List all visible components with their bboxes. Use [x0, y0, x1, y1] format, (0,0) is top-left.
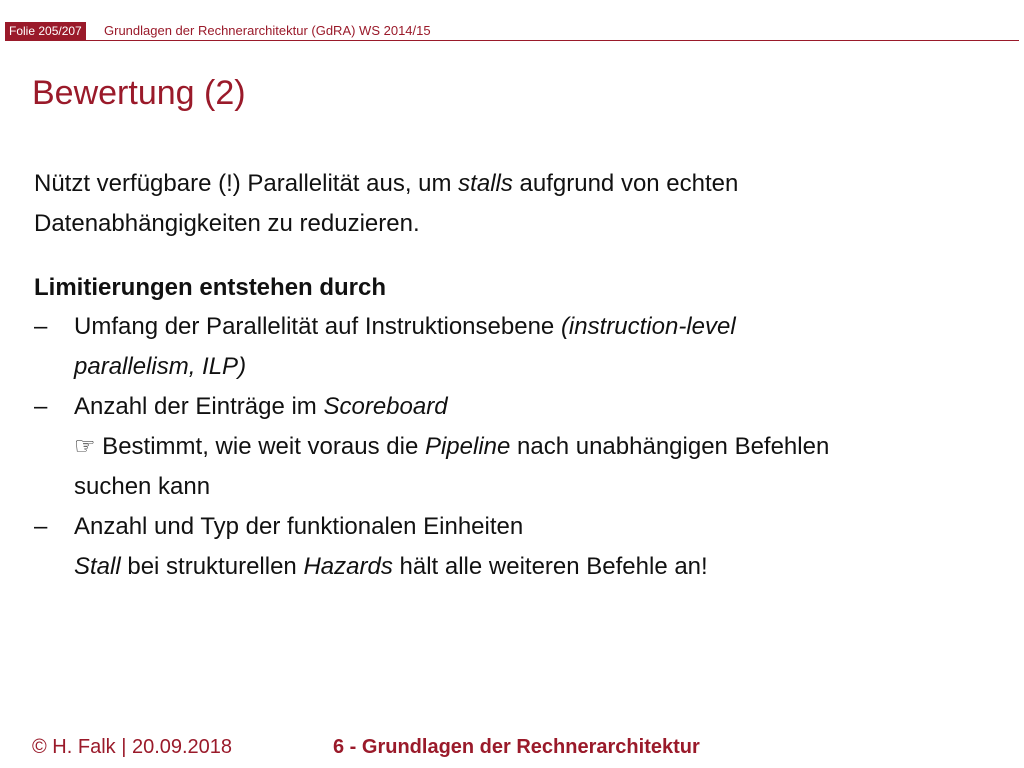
header-divider — [5, 40, 1019, 41]
list-dash: – — [34, 393, 48, 420]
intro-line-1 — [34, 164, 738, 204]
slide-title: Bewertung (2) — [32, 74, 246, 112]
item3-sub-text-a: bei strukturellen — [120, 553, 304, 580]
item2-sub-text-a: Bestimmt, wie weit voraus die — [95, 433, 425, 460]
list-item-continuation — [34, 427, 1014, 467]
list-item-continuation — [34, 547, 1014, 587]
slide-counter-badge: Folie 205/207 — [5, 22, 86, 40]
item3-emphasis-hazards: Hazards — [303, 553, 393, 580]
limits-heading: Limitierungen entstehen durch — [34, 274, 387, 301]
item1-text: Umfang der Parallelität auf Instruktionsebene — [74, 313, 561, 340]
pointing-hand-icon: ☞ — [74, 433, 96, 460]
item3-emphasis-stall: Stall — [74, 553, 121, 580]
item3-text: Anzahl und Typ der funktionalen Einheiten — [74, 513, 524, 540]
list-item-text — [74, 387, 448, 427]
list-item-text — [74, 307, 736, 347]
intro-text-1b: aufgrund von echten — [512, 170, 739, 197]
intro-text-1a: Nützt verfügbare (!) Parallelität aus, um — [34, 170, 459, 197]
item2-emphasis-pipeline: Pipeline — [424, 433, 511, 460]
list-item — [34, 507, 1014, 547]
item2-emphasis-scoreboard: Scoreboard — [323, 393, 448, 420]
intro-emphasis-stalls: stalls — [458, 170, 513, 197]
list-item — [34, 307, 1014, 347]
list-dash: – — [34, 313, 48, 340]
list-item-continuation — [34, 467, 1014, 507]
intro-line-2: Datenabhängigkeiten zu reduzieren. — [34, 210, 420, 237]
footer-author-date: © H. Falk | 20.09.2018 — [32, 736, 233, 758]
item1-emphasis-cont: parallelism, ILP) — [74, 353, 247, 380]
list-item-continuation — [34, 347, 1014, 387]
item2-text: Anzahl der Einträge im — [74, 393, 324, 420]
item2-sub-text-c: suchen kann — [74, 473, 211, 500]
item3-sub-text-b: hält alle weiteren Befehle an! — [392, 553, 708, 580]
list-item — [34, 387, 1014, 427]
limitations-list — [34, 307, 1014, 587]
item1-emphasis: (instruction-level — [560, 313, 736, 340]
list-dash: – — [34, 513, 48, 540]
footer-chapter: 6 - Grundlagen der Rechnerarchitektur — [333, 736, 700, 758]
item2-sub-text-b: nach unabhängigen Befehlen — [510, 433, 830, 460]
course-title: Grundlagen der Rechnerarchitektur (GdRA) WS 2014/15 — [104, 23, 431, 38]
intro-paragraph — [34, 164, 738, 244]
